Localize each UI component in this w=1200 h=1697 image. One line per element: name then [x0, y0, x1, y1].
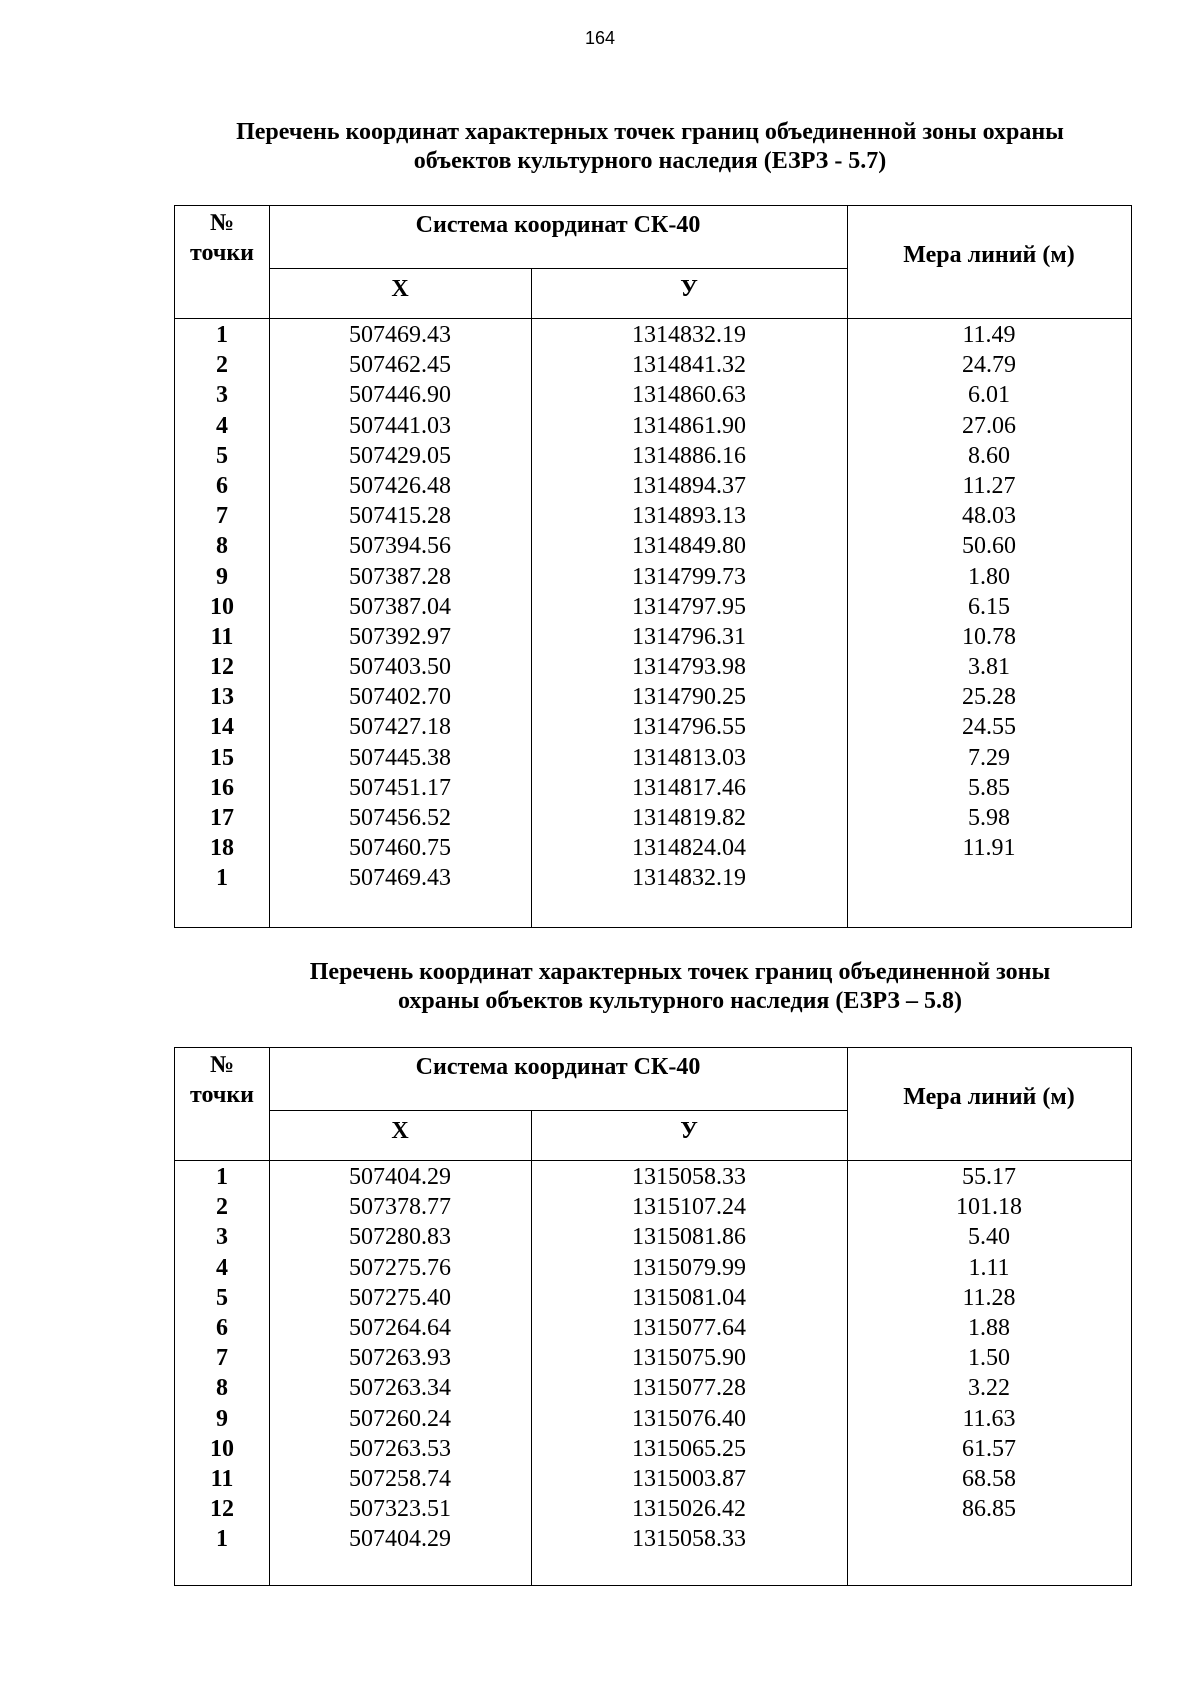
- x-coordinate-cell: 507469.43: [349, 865, 451, 892]
- y-coordinate-cell: 1314841.32: [632, 352, 746, 379]
- point-number-cell: 9: [216, 1405, 228, 1432]
- line-length-cell: 1.80: [968, 563, 1010, 590]
- x-coordinate-cell: 507426.48: [349, 472, 451, 499]
- table-row: [175, 773, 1131, 803]
- table-title-line: Перечень координат характерных точек границ объединенной зоны охраны: [236, 119, 1064, 145]
- point-number-cell: 7: [216, 503, 228, 530]
- line-length-cell: 11.27: [962, 472, 1016, 499]
- header-x: Х: [391, 1118, 409, 1144]
- x-coordinate-cell: 507445.38: [349, 744, 451, 771]
- line-length-cell: 48.03: [962, 503, 1016, 530]
- y-coordinate-cell: 1314813.03: [632, 744, 746, 771]
- x-coordinate-cell: 507462.45: [349, 352, 451, 379]
- point-number-cell: 11: [210, 1465, 234, 1492]
- x-coordinate-cell: 507323.51: [349, 1496, 451, 1523]
- point-number-cell: 4: [216, 1254, 228, 1281]
- table-row: [175, 1162, 1131, 1192]
- x-coordinate-cell: 507275.40: [349, 1284, 451, 1311]
- point-number-cell: 13: [210, 684, 234, 711]
- point-number-cell: 14: [210, 714, 234, 741]
- coordinates-table: [174, 205, 1132, 928]
- table-row: [175, 320, 1131, 350]
- table-row: [175, 1524, 1131, 1554]
- header-y: У: [680, 276, 698, 302]
- table-row: [175, 1283, 1131, 1313]
- x-coordinate-cell: 507404.29: [349, 1164, 451, 1190]
- line-length-cell: 24.79: [962, 352, 1016, 379]
- point-number-cell: 12: [210, 654, 234, 681]
- line-length-cell: 5.85: [968, 774, 1010, 801]
- point-number-cell: 5: [216, 442, 228, 469]
- point-number-cell: 10: [210, 1435, 234, 1462]
- line-length-cell: 101.18: [956, 1194, 1022, 1221]
- point-number-cell: 3: [216, 1224, 228, 1251]
- x-coordinate-cell: 507404.29: [349, 1526, 451, 1553]
- y-coordinate-cell: 1315107.24: [632, 1194, 746, 1221]
- table-row: [175, 471, 1131, 501]
- table-row: [175, 380, 1131, 410]
- x-coordinate-cell: 507441.03: [349, 412, 451, 439]
- line-length-cell: 6.01: [968, 382, 1010, 409]
- point-number-cell: 8: [216, 1375, 228, 1402]
- table-row: [175, 592, 1131, 622]
- point-number-cell: 1: [216, 1526, 228, 1553]
- line-length-cell: 5.98: [968, 805, 1010, 831]
- x-coordinate-cell: 507394.56: [349, 533, 451, 560]
- y-coordinate-cell: 1314799.73: [632, 563, 746, 590]
- x-coordinate-cell: 507263.34: [349, 1375, 451, 1402]
- x-coordinate-cell: 507415.28: [349, 503, 451, 530]
- line-length-cell: 24.55: [962, 714, 1016, 741]
- table-row: [175, 1434, 1131, 1464]
- x-coordinate-cell: 507460.75: [349, 835, 451, 862]
- table-row: [175, 441, 1131, 471]
- y-coordinate-cell: 1315058.33: [632, 1526, 746, 1553]
- header-divider: [175, 1160, 1131, 1161]
- y-coordinate-cell: 1314790.25: [632, 684, 746, 711]
- y-coordinate-cell: 1314832.19: [632, 322, 746, 348]
- y-coordinate-cell: 1314832.19: [632, 865, 746, 892]
- y-coordinate-cell: 1315076.40: [632, 1405, 746, 1432]
- y-coordinate-cell: 1315026.42: [632, 1496, 746, 1523]
- header-point-number: № точки: [189, 210, 255, 266]
- line-length-cell: 11.49: [962, 322, 1016, 348]
- point-number-cell: 15: [210, 744, 234, 771]
- x-coordinate-cell: 507387.04: [349, 593, 451, 620]
- x-coordinate-cell: 507275.76: [349, 1254, 451, 1281]
- x-coordinate-cell: 507264.64: [349, 1314, 451, 1341]
- header-line-length: Мера линий (м): [903, 1084, 1075, 1110]
- line-length-cell: 10.78: [962, 623, 1016, 650]
- y-coordinate-cell: 1314796.55: [632, 714, 746, 741]
- point-number-cell: 1: [216, 865, 228, 892]
- x-coordinate-cell: 507378.77: [349, 1194, 451, 1221]
- table-title: [180, 118, 1120, 176]
- line-length-cell: 8.60: [968, 442, 1010, 469]
- y-coordinate-cell: 1314817.46: [632, 774, 746, 801]
- line-length-cell: 11.28: [962, 1284, 1016, 1311]
- point-number-cell: 2: [216, 1194, 228, 1221]
- line-length-cell: 3.81: [968, 654, 1010, 681]
- x-coordinate-cell: 507387.28: [349, 563, 451, 590]
- table-row: [175, 531, 1131, 561]
- table-row: [175, 833, 1131, 863]
- table-row: [175, 562, 1131, 592]
- point-number-cell: 8: [216, 533, 228, 560]
- x-coordinate-cell: 507392.97: [349, 623, 451, 650]
- x-coordinate-cell: 507469.43: [349, 322, 451, 348]
- table-title-line: объектов культурного наследия (ЕЗРЗ - 5.7): [413, 148, 887, 174]
- x-coordinate-cell: 507456.52: [349, 805, 451, 831]
- header-divider: [269, 1110, 847, 1111]
- point-number-cell: 17: [210, 805, 234, 831]
- x-coordinate-cell: 507403.50: [349, 654, 451, 681]
- point-number-cell: 11: [210, 623, 234, 650]
- table-row: [175, 863, 1131, 893]
- point-number-cell: 2: [216, 352, 228, 379]
- table-row: [175, 1343, 1131, 1373]
- line-length-cell: 6.15: [968, 593, 1010, 620]
- point-number-cell: 18: [210, 835, 234, 862]
- line-length-cell: 86.85: [962, 1496, 1016, 1523]
- x-coordinate-cell: 507451.17: [349, 774, 451, 801]
- point-number-cell: 16: [210, 774, 234, 801]
- line-length-cell: 1.11: [968, 1254, 1010, 1281]
- table-row: [175, 1373, 1131, 1403]
- table-row: [175, 1494, 1131, 1524]
- header-line-length: Мера линий (м): [903, 242, 1075, 268]
- table-row: [175, 743, 1131, 773]
- x-coordinate-cell: 507258.74: [349, 1465, 451, 1492]
- y-coordinate-cell: 1315081.04: [632, 1284, 746, 1311]
- table-body: [175, 1162, 1131, 1554]
- line-length-cell: 1.88: [968, 1314, 1010, 1341]
- line-length-cell: 1.50: [968, 1345, 1010, 1372]
- table-row: [175, 1404, 1131, 1434]
- table-row: [175, 1192, 1131, 1222]
- y-coordinate-cell: 1315065.25: [632, 1435, 746, 1462]
- point-number-cell: 10: [210, 593, 234, 620]
- table-row: [175, 1313, 1131, 1343]
- point-number-cell: 1: [216, 322, 228, 348]
- table-row: [175, 803, 1131, 833]
- header-divider: [269, 268, 847, 269]
- table-title: [250, 958, 1110, 1016]
- y-coordinate-cell: 1314860.63: [632, 382, 746, 409]
- line-length-cell: 3.22: [968, 1375, 1010, 1402]
- y-coordinate-cell: 1314861.90: [632, 412, 746, 439]
- table-row: [175, 712, 1131, 742]
- table-title-line: охраны объектов культурного наследия (ЕЗРЗ – 5.8): [398, 988, 962, 1014]
- table-row: [175, 411, 1131, 441]
- y-coordinate-cell: 1314894.37: [632, 472, 746, 499]
- y-coordinate-cell: 1314819.82: [632, 805, 746, 831]
- y-coordinate-cell: 1315075.90: [632, 1345, 746, 1372]
- y-coordinate-cell: 1315058.33: [632, 1164, 746, 1190]
- table-row: [175, 1222, 1131, 1252]
- line-length-cell: 25.28: [962, 684, 1016, 711]
- x-coordinate-cell: 507263.53: [349, 1435, 451, 1462]
- line-length-cell: 11.91: [962, 835, 1016, 862]
- header-divider: [175, 318, 1131, 319]
- table-row: [175, 622, 1131, 652]
- point-number-cell: 5: [216, 1284, 228, 1311]
- table-title-line: Перечень координат характерных точек границ объединенной зоны: [309, 959, 1051, 985]
- page-number: 164: [584, 28, 616, 48]
- point-number-cell: 3: [216, 382, 228, 409]
- line-length-cell: 11.63: [962, 1405, 1016, 1432]
- point-number-cell: 12: [210, 1496, 234, 1523]
- y-coordinate-cell: 1315081.86: [632, 1224, 746, 1251]
- point-number-cell: 9: [216, 563, 228, 590]
- header-coordinate-system: Система координат СК-40: [415, 1054, 701, 1080]
- x-coordinate-cell: 507446.90: [349, 382, 451, 409]
- y-coordinate-cell: 1315003.87: [632, 1465, 746, 1492]
- point-number-cell: 6: [216, 472, 228, 499]
- line-length-cell: 68.58: [962, 1465, 1016, 1492]
- y-coordinate-cell: 1314893.13: [632, 503, 746, 530]
- x-coordinate-cell: 507402.70: [349, 684, 451, 711]
- y-coordinate-cell: 1314797.95: [632, 593, 746, 620]
- table-row: [175, 350, 1131, 380]
- y-coordinate-cell: 1314796.31: [632, 623, 746, 650]
- y-coordinate-cell: 1314886.16: [632, 442, 746, 469]
- header-y: У: [680, 1118, 698, 1144]
- point-number-cell: 7: [216, 1345, 228, 1372]
- x-coordinate-cell: 507263.93: [349, 1345, 451, 1372]
- point-number-cell: 1: [216, 1164, 228, 1190]
- table-body: [175, 320, 1131, 894]
- point-number-cell: 6: [216, 1314, 228, 1341]
- table-row: [175, 501, 1131, 531]
- y-coordinate-cell: 1314793.98: [632, 654, 746, 681]
- table-row: [175, 1253, 1131, 1283]
- y-coordinate-cell: 1315079.99: [632, 1254, 746, 1281]
- header-coordinate-system: Система координат СК-40: [415, 212, 701, 238]
- x-coordinate-cell: 507280.83: [349, 1224, 451, 1251]
- point-number-cell: 4: [216, 412, 228, 439]
- x-coordinate-cell: 507260.24: [349, 1405, 451, 1432]
- y-coordinate-cell: 1315077.28: [632, 1375, 746, 1402]
- table-row: [175, 652, 1131, 682]
- table-row: [175, 682, 1131, 712]
- x-coordinate-cell: 507429.05: [349, 442, 451, 469]
- header-x: Х: [391, 276, 409, 302]
- line-length-cell: 61.57: [962, 1435, 1016, 1462]
- y-coordinate-cell: 1314849.80: [632, 533, 746, 560]
- line-length-cell: 5.40: [968, 1224, 1010, 1251]
- line-length-cell: 55.17: [962, 1164, 1016, 1190]
- table-row: [175, 1464, 1131, 1494]
- header-point-number: № точки: [189, 1052, 255, 1108]
- x-coordinate-cell: 507427.18: [349, 714, 451, 741]
- line-length-cell: 27.06: [962, 412, 1016, 439]
- y-coordinate-cell: 1315077.64: [632, 1314, 746, 1341]
- coordinates-table: [174, 1047, 1132, 1586]
- y-coordinate-cell: 1314824.04: [632, 835, 746, 862]
- line-length-cell: 7.29: [968, 744, 1010, 771]
- line-length-cell: 50.60: [962, 533, 1016, 560]
